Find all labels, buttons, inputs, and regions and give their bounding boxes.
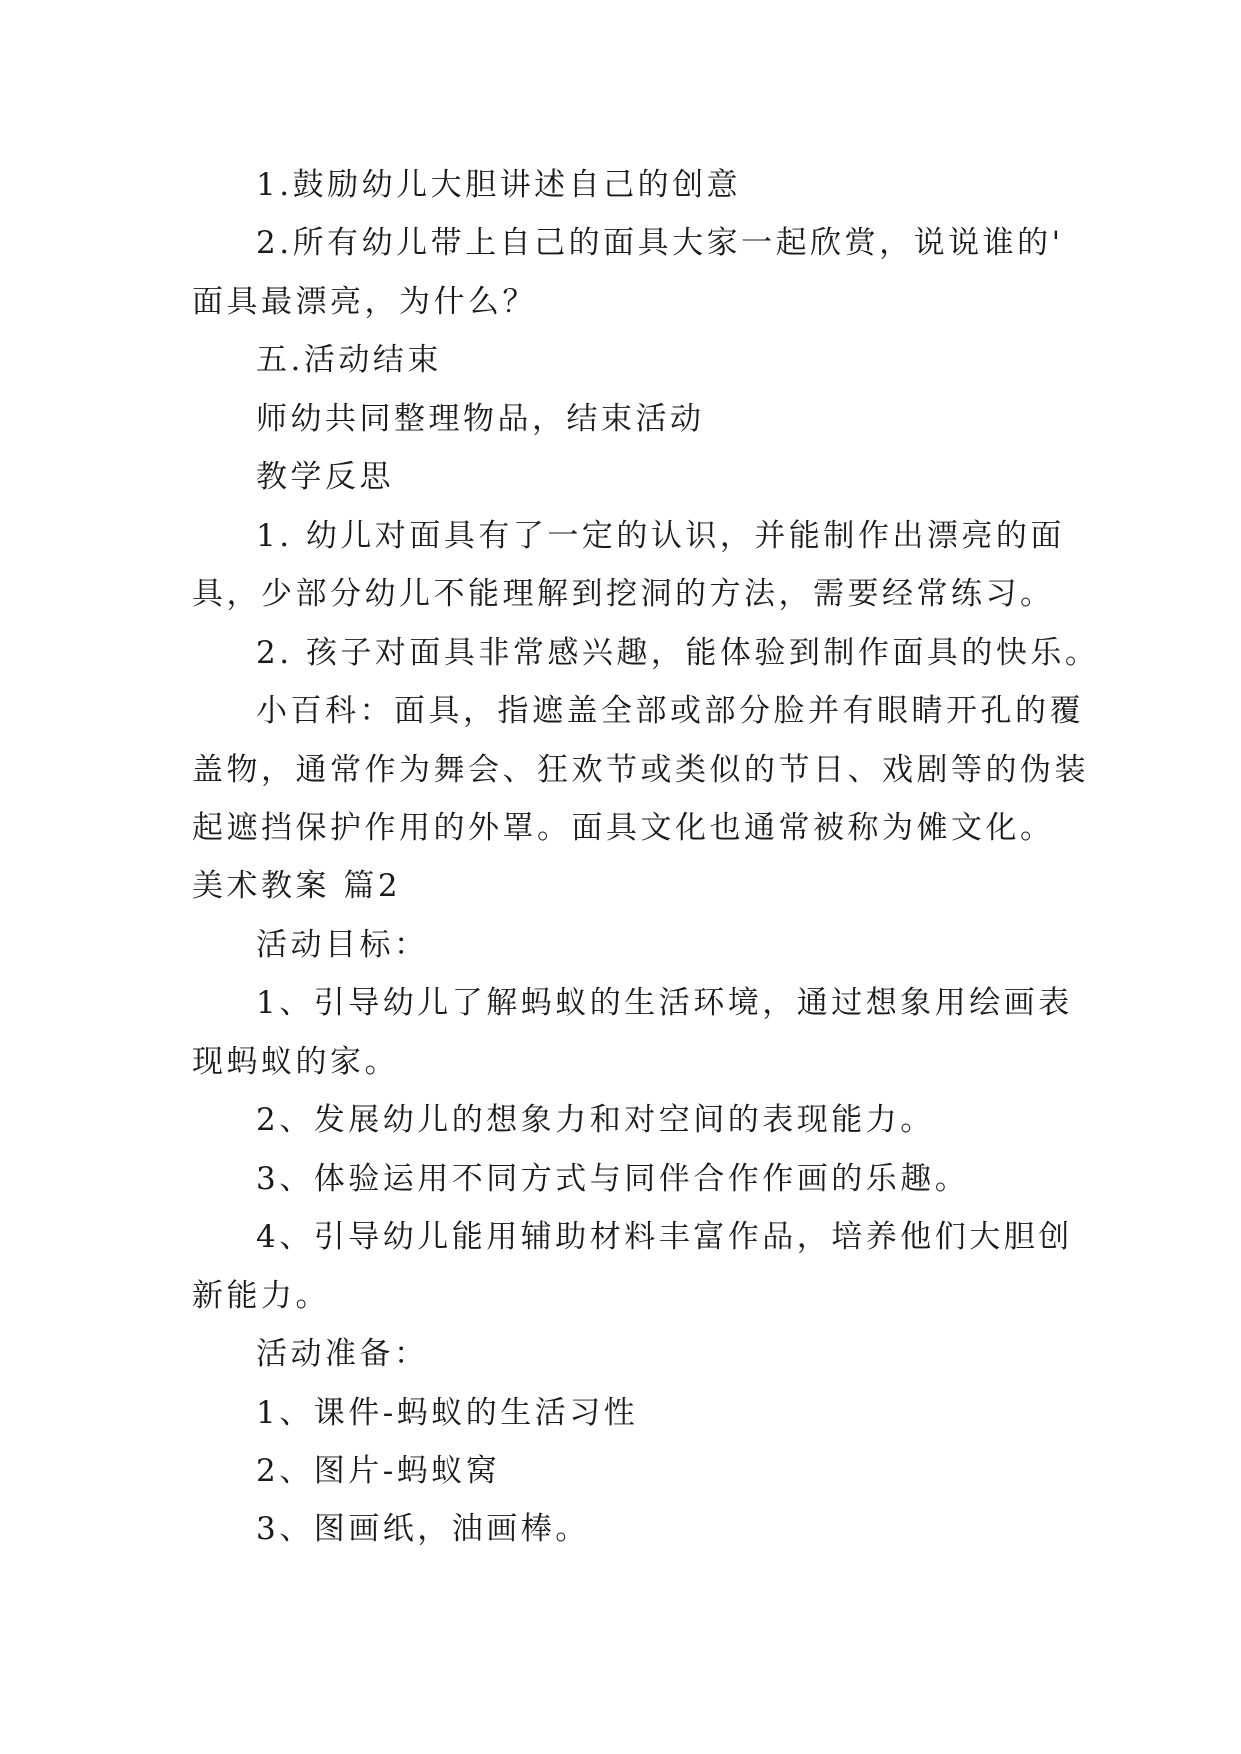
- text-line: 师幼共同整理物品，结束活动: [256, 401, 705, 437]
- text-line: 2. 孩子对面具非常感兴趣，能体验到制作面具的快乐。: [256, 635, 1100, 671]
- text-line: 1、课件-蚂蚁的生活习性: [256, 1395, 639, 1431]
- text-line: 小百科：面具，指遮盖全部或部分脸并有眼睛开孔的覆: [256, 693, 1084, 729]
- text-line: 具，少部分幼儿不能理解到挖洞的方法，需要经常练习。: [192, 576, 1055, 612]
- section-heading: 活动目标：: [256, 927, 429, 963]
- text-line: 1、引导幼儿了解蚂蚁的生活环境，通过想象用绘画表: [256, 985, 1073, 1021]
- text-line: 3、图画纸，油画棒。: [256, 1511, 590, 1547]
- text-line: 1.鼓励幼儿大胆讲述自己的创意: [256, 167, 742, 203]
- article-title: 美术教案 篇2: [192, 868, 402, 904]
- text-line: 现蚂蚁的家。: [192, 1044, 399, 1080]
- text-line: 起遮挡保护作用的外罩。面具文化也通常被称为傩文化。: [192, 810, 1055, 846]
- text-line: 新能力。: [192, 1278, 330, 1314]
- section-heading: 教学反思: [256, 459, 394, 495]
- text-line: 2、图片-蚂蚁窝: [256, 1453, 501, 1489]
- text-line: 4、引导幼儿能用辅助材料丰富作品，培养他们大胆创: [256, 1219, 1073, 1255]
- text-line: 3、体验运用不同方式与同伴合作作画的乐趣。: [256, 1161, 970, 1197]
- text-line: 面具最漂亮，为什么？: [192, 284, 537, 320]
- text-line: 盖物，通常作为舞会、狂欢节或类似的节日、戏剧等的伪装: [192, 752, 1089, 788]
- text-line: 2.所有幼儿带上自己的面具大家一起欣赏，说说谁的': [256, 225, 1064, 261]
- section-heading: 五.活动结束: [256, 342, 442, 378]
- section-heading: 活动准备：: [256, 1336, 429, 1372]
- text-line: 1. 幼儿对面具有了一定的认识，并能制作出漂亮的面: [256, 518, 1065, 554]
- text-line: 2、发展幼儿的想象力和对空间的表现能力。: [256, 1102, 935, 1138]
